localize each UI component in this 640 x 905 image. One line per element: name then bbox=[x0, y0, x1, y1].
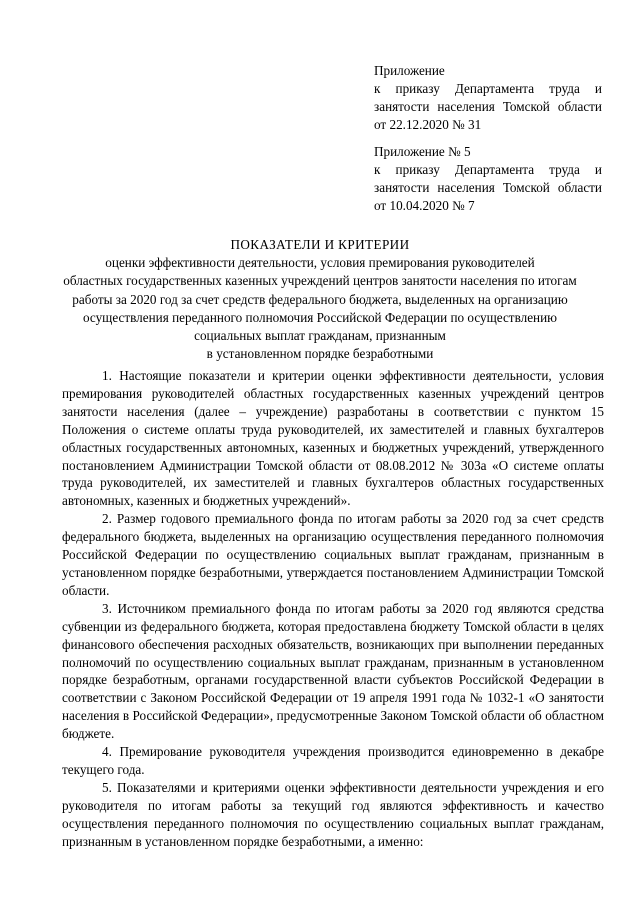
title-line: осуществления переданного полномочия Российской Федерации по осуществлению bbox=[82, 309, 558, 325]
title-line: оценки эффективности деятельности, условия премирования руководителей bbox=[105, 255, 535, 271]
appendix-department-line: занятости населения Томской области bbox=[374, 180, 602, 195]
title-line: в установленном порядке безработными bbox=[206, 346, 434, 362]
paragraph-5: 5. Показателями и критериями оценки эффективности деятельности учреждения и его руководителя по итогам работы за текущий год являются эффективность и качество осуществления переданного полномочия по осуществлению социальных выплат гражданам, признанным в установленном порядке безработными, а именно: bbox=[62, 779, 604, 849]
appendix-block-2 bbox=[374, 143, 602, 215]
title-heading: ПОКАЗАТЕЛИ И КРИТЕРИИ bbox=[230, 237, 410, 252]
paragraph-3: 3. Источником премиального фонда по итогам работы за 2020 год являются средства субвенции из федерального бюджета, которая предоставлена бюджету Томской области в целях финансового обеспечения расходных обязательств, возникающих при выполнении переданных полномочий по осуществлению социальных выплат гражданам, признанным в установленном порядке безработным, органами государственной власти субъектов Российской Федерации в соответствии с Законом Российской Федерации от 19 апреля 1991 года № 1032-1 «О занятости населения в Российской Федерации», предусмотренные Законом Томской области об областном бюджете. bbox=[62, 600, 604, 742]
appendix-order-line: к приказу Департамента труда и bbox=[374, 81, 602, 96]
appendix-label: Приложение bbox=[374, 63, 445, 78]
appendix-department-line: занятости населения Томской области bbox=[374, 99, 602, 114]
paragraph-1: 1. Настоящие показатели и критерии оценки эффективности деятельности, условия премирования руководителей областных государственных казенных учреждений центров занятости населения (далее – учреждение) разработаны в соответствии с пунктом 15 Положения о системе оплаты труда руководителей, их заместителей и главных бухгалтеров областных государственных автономных, казенных и бюджетных учреждений, утвержденного постановлением Администрации Томской области от 08.08.2012 № 303а «О системе оплаты труда руководителей, их заместителей и главных бухгалтеров областных государственных автономных, казенных и бюджетных учреждений». bbox=[62, 368, 604, 509]
appendix-order-line: к приказу Департамента труда и bbox=[374, 162, 602, 177]
paragraph-2: 2. Размер годового премиального фонда по итогам работы за 2020 год за счет средств федерального бюджета, выделенных на организацию осуществления переданного полномочия Российской Федерации по осуществлению социальных выплат гражданам, признанным в установленном порядке безработными, утверждается постановлением Администрации Томской области. bbox=[62, 511, 604, 598]
document-title bbox=[50, 236, 590, 363]
title-line: работы за 2020 год за счет средств федерального бюджета, выделенных на организацию bbox=[72, 291, 568, 307]
title-line: социальных выплат гражданам, признанным bbox=[194, 328, 446, 344]
appendix-date-line: от 22.12.2020 № 31 bbox=[374, 117, 482, 132]
appendix-block-1 bbox=[374, 62, 602, 134]
appendix-date-line: от 10.04.2020 № 7 bbox=[374, 198, 475, 213]
paragraph-4: 4. Премирование руководителя учреждения производится единовременно в декабре текущего года. bbox=[62, 744, 604, 777]
appendix-label: Приложение № 5 bbox=[374, 144, 471, 159]
document-body bbox=[62, 367, 604, 850]
title-line: областных государственных казенных учреждений центров занятости населения по итогам bbox=[63, 273, 577, 289]
